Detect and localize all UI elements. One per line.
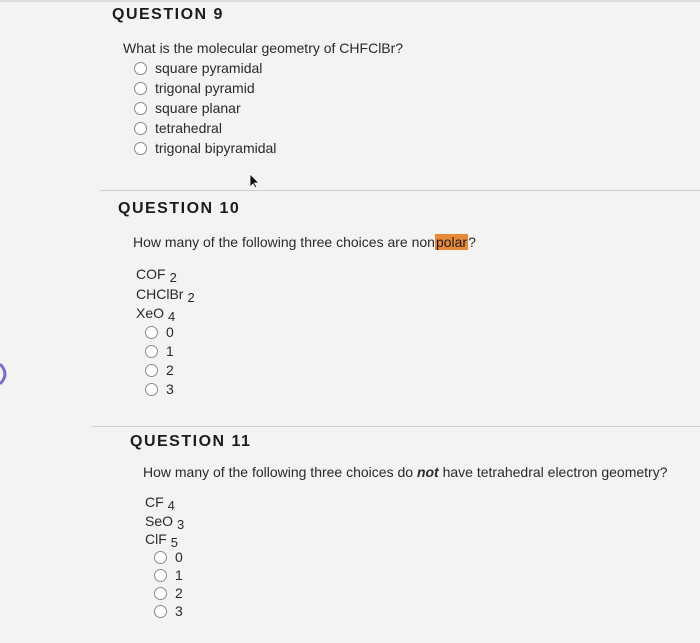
option-label: 1 — [175, 567, 183, 583]
option-label: 1 — [166, 343, 174, 359]
question-11-title: QUESTION 11 — [130, 433, 252, 450]
formula: XeO — [136, 305, 165, 321]
radio-button[interactable] — [145, 326, 158, 339]
question-text-part: ? — [468, 234, 476, 250]
formula: ClF — [145, 531, 167, 547]
radio-button[interactable] — [134, 142, 147, 155]
subscript: 4 — [167, 498, 175, 513]
chem-formula — [136, 266, 177, 285]
q11-option-2[interactable] — [154, 585, 183, 601]
formula: CF — [145, 494, 164, 510]
option-label: 3 — [175, 603, 183, 619]
option-label: tetrahedral — [155, 120, 222, 136]
formula: COF — [136, 266, 166, 282]
question-text-part: How many of the following three choices do — [143, 464, 417, 480]
q10-option-3[interactable] — [145, 381, 174, 397]
q11-option-3[interactable] — [154, 603, 183, 619]
option-label: square pyramidal — [155, 60, 263, 76]
radio-button[interactable] — [145, 364, 158, 377]
chem-formula — [136, 305, 176, 324]
option-label: 0 — [166, 324, 174, 340]
radio-button[interactable] — [134, 102, 147, 115]
formula: CHClBr — [136, 286, 184, 302]
question-10-title: QUESTION 10 — [118, 200, 241, 217]
radio-button[interactable] — [134, 82, 147, 95]
side-indicator-icon — [0, 360, 14, 388]
subscript: 4 — [168, 309, 176, 324]
q9-option-trigonal-pyramid[interactable] — [134, 80, 255, 96]
question-11-text — [143, 464, 668, 480]
option-label: trigonal pyramid — [155, 80, 255, 96]
highlighted-word: polar — [435, 234, 468, 250]
question-9-title: QUESTION 9 — [112, 6, 224, 23]
question-9-text: What is the molecular geometry of CHFClBr? — [123, 40, 404, 56]
radio-button[interactable] — [154, 569, 167, 582]
q9-option-trigonal-bipyramidal[interactable] — [134, 140, 276, 156]
q9-option-square-pyramidal[interactable] — [134, 60, 262, 76]
q11-option-0[interactable] — [154, 549, 183, 565]
q10-option-0[interactable] — [145, 324, 174, 340]
q11-option-1[interactable] — [154, 567, 183, 583]
radio-button[interactable] — [134, 122, 147, 135]
radio-button[interactable] — [154, 587, 167, 600]
formula: SeO — [145, 513, 174, 529]
question-text-part: have tetrahedral electron geometry? — [438, 464, 668, 480]
chem-formula — [136, 286, 195, 305]
radio-button[interactable] — [154, 551, 167, 564]
mouse-pointer-icon — [248, 173, 262, 189]
emphasized-word: not — [416, 464, 439, 480]
subscript: 5 — [170, 535, 179, 550]
option-label: square planar — [155, 100, 241, 116]
chem-formula — [145, 531, 179, 550]
question-10-text — [133, 234, 476, 250]
option-label: 0 — [175, 549, 183, 565]
option-label: 2 — [175, 585, 183, 601]
q9-option-square-planar[interactable] — [134, 100, 241, 116]
chem-formula — [145, 513, 185, 532]
radio-button[interactable] — [145, 345, 158, 358]
radio-button[interactable] — [145, 383, 158, 396]
subscript: 2 — [187, 290, 195, 305]
q10-option-2[interactable] — [145, 362, 174, 378]
option-label: 3 — [166, 381, 174, 397]
chem-formula — [145, 494, 175, 513]
question-text-part: How many of the following three choices are non — [133, 234, 435, 250]
option-label: 2 — [166, 362, 174, 378]
option-label: trigonal bipyramidal — [155, 140, 277, 156]
subscript: 3 — [177, 517, 185, 532]
radio-button[interactable] — [154, 605, 167, 618]
subscript: 2 — [169, 270, 177, 285]
q9-option-tetrahedral[interactable] — [134, 120, 222, 136]
divider — [92, 426, 700, 427]
q10-option-1[interactable] — [145, 343, 174, 359]
top-border — [0, 0, 700, 2]
divider — [100, 190, 700, 191]
radio-button[interactable] — [134, 62, 147, 75]
